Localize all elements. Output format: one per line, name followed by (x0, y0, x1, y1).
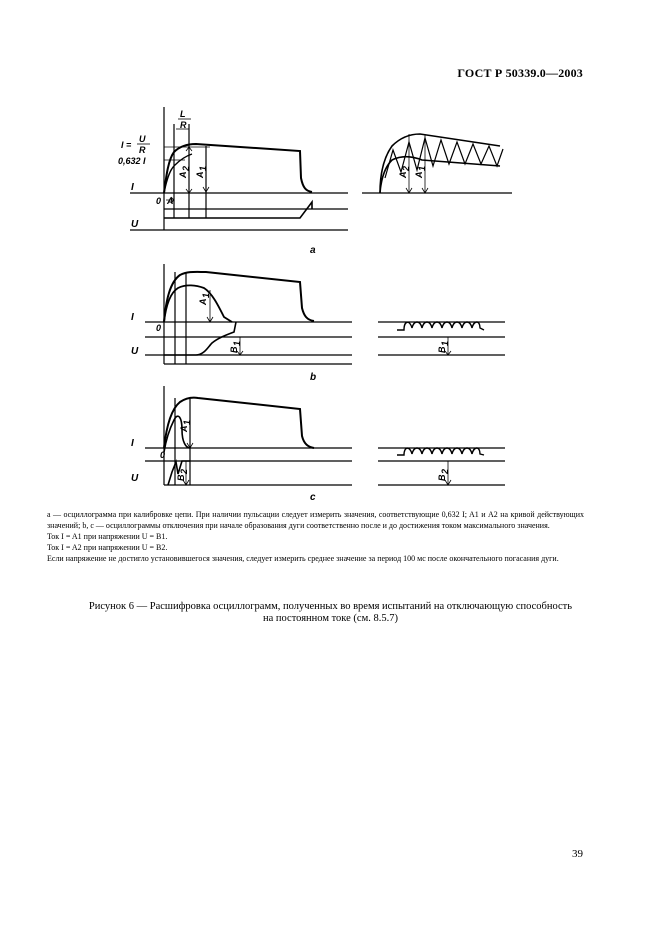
panel-letter-b: b (310, 372, 317, 383)
panel-c-left (145, 386, 352, 485)
panel-a-left (130, 107, 348, 230)
a2-label-a: A (178, 171, 188, 178)
label-r: R (180, 120, 187, 130)
a1-label-b: A (198, 298, 208, 305)
trace-u-label-c: U (131, 473, 139, 484)
trace-i-label-a: I (131, 182, 134, 193)
label-i-eq: I = (121, 140, 132, 150)
b2-label-c-right: B (437, 474, 447, 481)
zero-label-c: 0 (160, 450, 166, 460)
b1-label-b: B (229, 346, 239, 353)
b1-sub-b: 1 (232, 340, 242, 346)
figure-caption (40, 601, 621, 625)
a2-sub-a: 2 (181, 165, 191, 171)
a1-label-a: A (195, 171, 205, 178)
panel-letter-c: c (310, 492, 316, 503)
a1-sub-c: 1 (182, 419, 192, 425)
panel-letter-a: a (310, 245, 316, 256)
note-paragraph: Если напряжение не достигло установившегося значения, следует измерить среднее значение за период 100 мс после окончательного погасания дуги. (47, 554, 559, 563)
standard-header: ГОСТ Р 50339.0—2003 (457, 66, 583, 80)
b2-label-c: B (176, 474, 186, 481)
b1-sub-b-right: 1 (440, 340, 450, 346)
zero-label-a: 0 (156, 196, 162, 206)
a1-sub-a-right: 1 (417, 165, 427, 171)
a1-sub-a: 1 (198, 165, 208, 171)
figure-notes (47, 509, 584, 564)
a2-sub-a-right: 2 (401, 165, 411, 171)
b2-sub-c: 2 (179, 468, 189, 474)
label-l: L (180, 109, 186, 119)
panel-b-left (145, 264, 352, 364)
a1-sub-b: 1 (201, 292, 211, 298)
label-u-frac: U (139, 134, 146, 144)
a-label-a: A (167, 196, 174, 206)
trace-u-label-b: U (131, 346, 139, 357)
caption-line-1: Рисунок 6 — Расшифровка осциллограмм, полученных во время испытаний на отключающую способность (88, 601, 573, 612)
a2-label-a-right: A (398, 171, 408, 178)
note-paragraph: Ток I = A1 при напряжении U = B1. (47, 532, 168, 541)
b2-sub-c-right: 2 (440, 468, 450, 474)
label-0632: 0,632 I (118, 156, 146, 166)
a1-label-a-right: A (414, 171, 424, 178)
a1-label-c: A (179, 425, 189, 432)
note-paragraph: a — осциллограмма при калибровке цепи. При наличии пульсации следует измерить значения, соответствующие 0,632 I; A1 и A2 на кривой действующих значений; b, c — осциллограммы отключения при начале образования дуги соответственно после и до достижения током максимального значения. (47, 510, 584, 530)
note-paragraph: Ток I = A2 при напряжении U = B2. (47, 543, 168, 552)
caption-line-2: на постоянном токе (см. 8.5.7) (263, 613, 398, 624)
zero-label-b: 0 (156, 323, 162, 333)
panel-a-right (362, 134, 512, 193)
trace-i-label-b: I (131, 312, 134, 323)
page-number: 39 (572, 848, 583, 860)
label-r-frac: R (139, 145, 146, 155)
trace-u-label-a: U (131, 219, 139, 230)
b1-label-b-right: B (437, 346, 447, 353)
trace-i-label-c: I (131, 438, 134, 449)
